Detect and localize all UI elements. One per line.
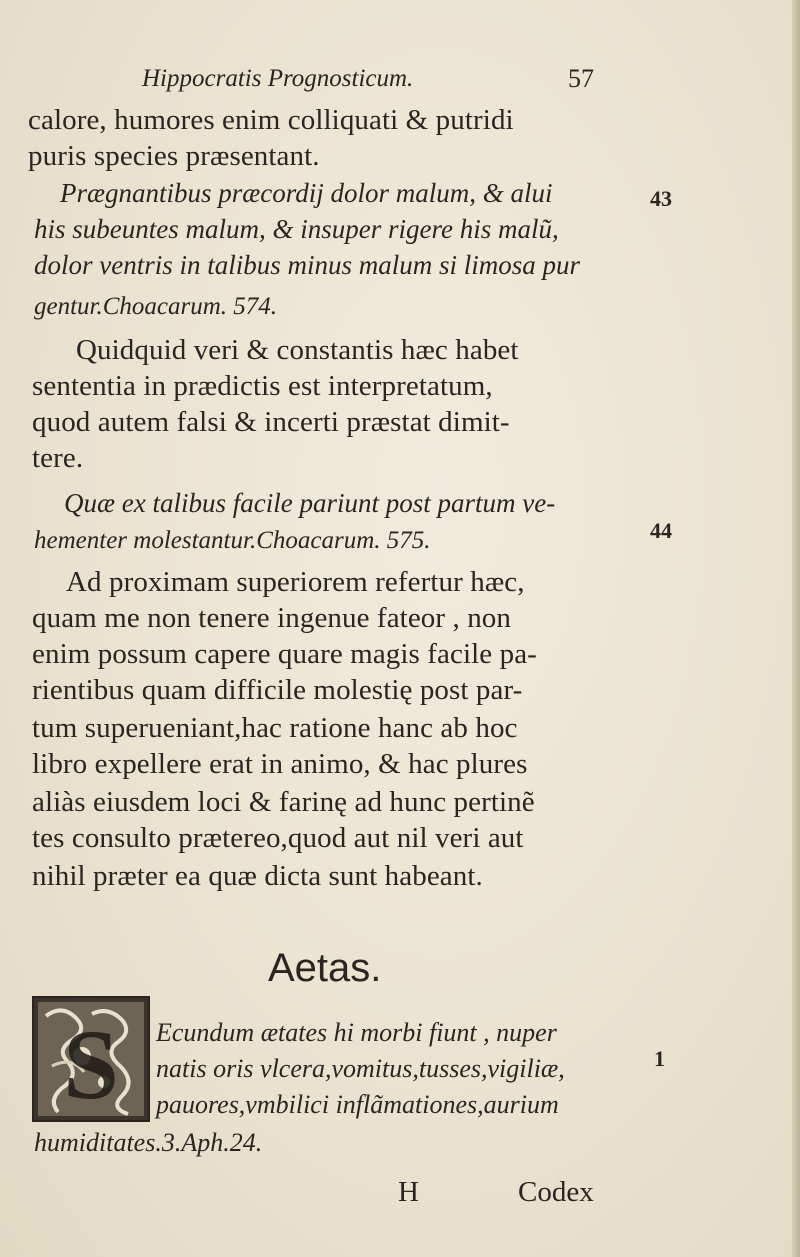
text-line: nihil præter ea quæ dicta sunt habeant. xyxy=(32,860,483,892)
text-line: Quidquid veri & constantis hæc habet xyxy=(76,334,519,366)
text-line: puris species præsentant. xyxy=(28,140,320,172)
text-line: enim possum capere quare magis facile pa- xyxy=(32,638,537,670)
aphorism-line: gentur.Choacarum. 574. xyxy=(34,293,278,320)
initial-letter: S xyxy=(63,1009,119,1120)
catchword: Codex xyxy=(518,1176,594,1208)
decorated-initial-s xyxy=(32,996,150,1122)
section-title: Aetas. xyxy=(268,946,382,990)
running-title: Hippocratis Prognosticum. xyxy=(142,65,414,92)
signature-mark: H xyxy=(398,1176,419,1208)
aphorism-line: humiditates.3.Aph.24. xyxy=(34,1128,263,1157)
text-line: rientibus quam difficile molestię post par- xyxy=(32,674,523,706)
aphorism-line: his subeuntes malum, & insuper rigere his malũ, xyxy=(34,214,559,244)
margin-number: 44 xyxy=(650,518,672,543)
aphorism-line: pauores,vmbilici inflãmationes,aurium xyxy=(156,1090,559,1119)
aphorism-line: hementer molestantur.Choacarum. 575. xyxy=(34,527,431,554)
text-line: tum superueniant,hac ratione hanc ab hoc xyxy=(32,712,518,744)
aphorism-line: Ecundum ætates hi morbi fiunt , nuper xyxy=(156,1018,557,1047)
aphorism-line: Prægnantibus præcordij dolor malum, & alui xyxy=(60,178,553,208)
page-number: 57 xyxy=(568,64,594,93)
page-edge xyxy=(792,0,800,1257)
margin-number: 43 xyxy=(650,186,672,211)
text-line: calore, humores enim colliquati & putridi xyxy=(28,104,514,136)
margin-number: 1 xyxy=(654,1046,665,1071)
text-line: quod autem falsi & incerti præstat dimit- xyxy=(32,406,510,438)
text-line: Ad proximam superiorem refertur hæc, xyxy=(66,566,525,598)
aphorism-line: dolor ventris in talibus minus malum si limosa pur xyxy=(34,250,581,280)
text-line: sententia in prædictis est interpretatum, xyxy=(32,370,493,402)
text-line: libro expellere erat in animo, & hac plures xyxy=(32,748,528,780)
text-line: aliàs eiusdem loci & farinę ad hunc pertinẽ xyxy=(32,786,535,818)
aphorism-line: Quæ ex talibus facile pariunt post partum ve- xyxy=(64,488,556,518)
aphorism-line: natis oris vlcera,vomitus,tusses,vigiliæ, xyxy=(156,1054,565,1083)
text-line: tes consulto prætereo,quod aut nil veri aut xyxy=(32,822,524,854)
text-line: quam me non tenere ingenue fateor , non xyxy=(32,602,512,634)
text-line: tere. xyxy=(32,442,84,474)
